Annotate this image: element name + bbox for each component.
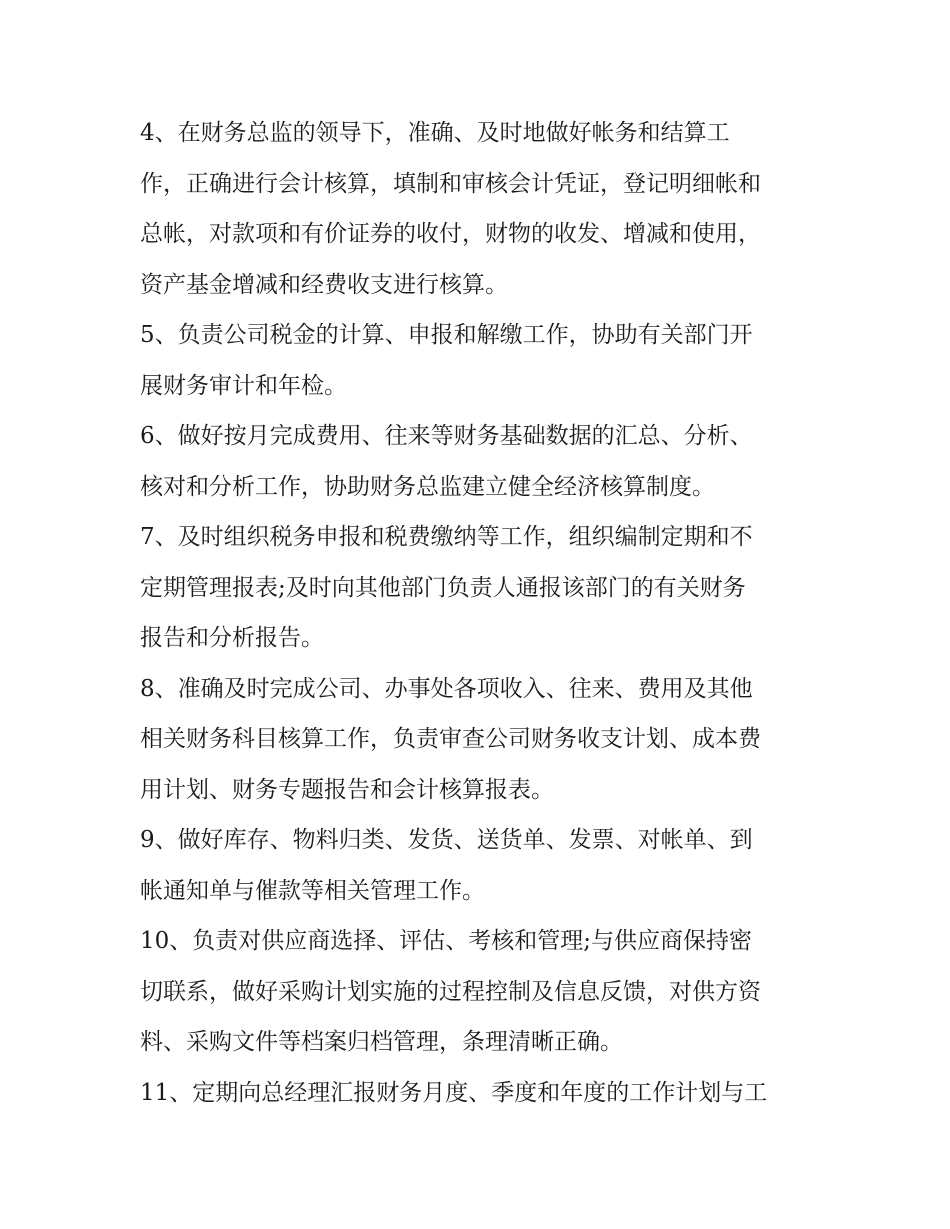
text-line: 相关财务科目核算工作，负责审查公司财务收支计划、成本费	[140, 726, 761, 752]
text-line: 4、在财务总监的领导下，准确、及时地做好帐务和结算工	[140, 120, 730, 146]
text-line: 9、做好库存、物料归类、发货、送货单、发票、对帐单、到	[140, 827, 753, 853]
text-line: 报告和分析报告。	[140, 625, 324, 651]
text-line: 6、做好按月完成费用、往来等财务基础数据的汇总、分析、	[140, 423, 753, 449]
text-line: 5、负责公司税金的计算、申报和解缴工作，协助有关部门开	[140, 322, 753, 348]
text-line: 帐通知单与催款等相关管理工作。	[140, 877, 485, 904]
text-line: 10、负责对供应商选择、评估、考核和管理;与供应商保持密	[140, 928, 753, 954]
text-line: 展财务审计和年检。	[140, 372, 347, 399]
text-line: 用计划、财务专题报告和会计核算报表。	[140, 776, 554, 803]
text-line: 11、定期向总经理汇报财务月度、季度和年度的工作计划与工	[140, 1079, 768, 1106]
text-line: 7、及时组织税务申报和税费缴纳等工作，组织编制定期和不	[140, 524, 753, 550]
document-body	[140, 108, 820, 1118]
text-line: 8、准确及时完成公司、办事处各项收入、往来、费用及其他	[140, 675, 753, 702]
text-line: 料、采购文件等档案归档管理，条理清晰正确。	[140, 1029, 623, 1055]
text-line: 作，正确进行会计核算，填制和审核会计凭证，登记明细帐和	[140, 170, 761, 197]
text-line: 资产基金增减和经费收支进行核算。	[140, 271, 508, 298]
text-line: 定期管理报表;及时向其他部门负责人通报该部门的有关财务	[140, 574, 746, 601]
text-line: 总帐，对款项和有价证券的收付，财物的收发、增减和使用，	[140, 221, 761, 247]
text-line: 切联系，做好采购计划实施的过程控制及信息反馈，对供方资	[140, 978, 761, 1005]
text-line: 核对和分析工作，协助财务总监建立健全经济核算制度。	[140, 473, 715, 500]
